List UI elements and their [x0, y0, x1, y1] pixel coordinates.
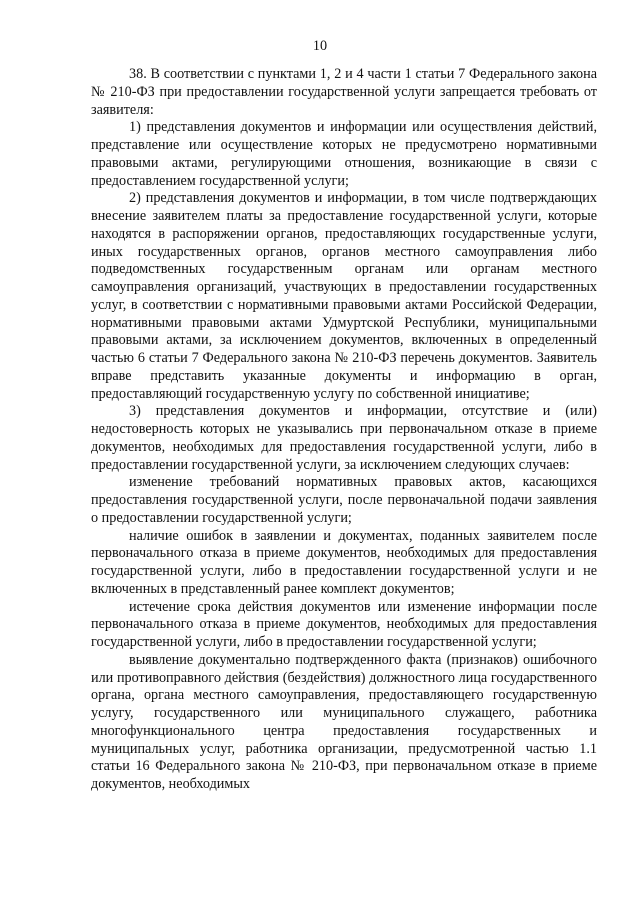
paragraph-subitem-3: 3) представления документов и информации, отсутствие и (или) недостоверность которых не указывались при первоначальном отказе в приеме документов, необходимых для предоставления государственной услуги, либо в предоставлении государственной услуги, за исключением следующих случаев:	[91, 403, 597, 473]
paragraph-exception-errors: наличие ошибок в заявлении и документах, поданных заявителем после первоначального отказа в приеме документов, необходимых для предоставления государственной услуги, либо в предоставлении государственной услуги и не включенных в представленный ранее комплект документов;	[91, 527, 597, 597]
paragraph-exception-expiry: истечение срока действия документов или изменение информации после первоначального отказа в приеме документов, необходимых для предоставления государственной услуги, либо в предоставлении государственной услуги;	[91, 598, 597, 650]
paragraph-subitem-1: 1) представления документов и информации или осуществления действий, представление или осуществление которых не предусмотрено нормативными правовыми актами, регулирующими отношения, возникающие в связи с предоставлением государственной услуги;	[91, 119, 597, 189]
document-body	[91, 66, 597, 794]
paragraph-exception-misconduct: выявление документально подтвержденного факта (признаков) ошибочного или противоправного действия (бездействия) должностного лица государственного органа, органа местного самоуправления, предоставляющего государственную услугу, государственного или муниципального служащего, работника многофункционального центра предоставления государственных и муниципальных услуг, работника организации, предусмотренной частью 1.1 статьи 16 Федерального закона № 210-ФЗ, при первоначальном отказе в приеме документов, необходимых	[91, 651, 597, 792]
paragraph-subitem-2: 2) представления документов и информации, в том числе подтверждающих внесение заявителем платы за предоставление государственной услуги, которые находятся в распоряжении органов, предоставляющих государственные услуги, иных государственных органов, органов местного самоуправления либо подведомственных государственным органам или органам местного самоуправления организаций, участвующих в предоставлении государственных услуг, в соответствии с нормативными правовыми актами Российской Федерации, нормативными правовыми актами Удмуртской Республики, муниципальными правовыми актами, за исключением документов, включенных в определенный частью 6 статьи 7 Федерального закона № 210-ФЗ перечень документов. Заявитель вправе представить указанные документы и информацию в орган, предоставляющий государственную услугу по собственной инициативе;	[91, 190, 597, 402]
paragraph-item-38: 38. В соответствии с пунктами 1, 2 и 4 части 1 статьи 7 Федерального закона № 210-ФЗ при предоставлении государственной услуги запрещается требовать от заявителя:	[91, 66, 597, 118]
paragraph-exception-requirements-change: изменение требований нормативных правовых актов, касающихся предоставления государственной услуги, после первоначальной подачи заявления о предоставлении государственной услуги;	[91, 474, 597, 526]
page-number: 10	[312, 38, 328, 54]
